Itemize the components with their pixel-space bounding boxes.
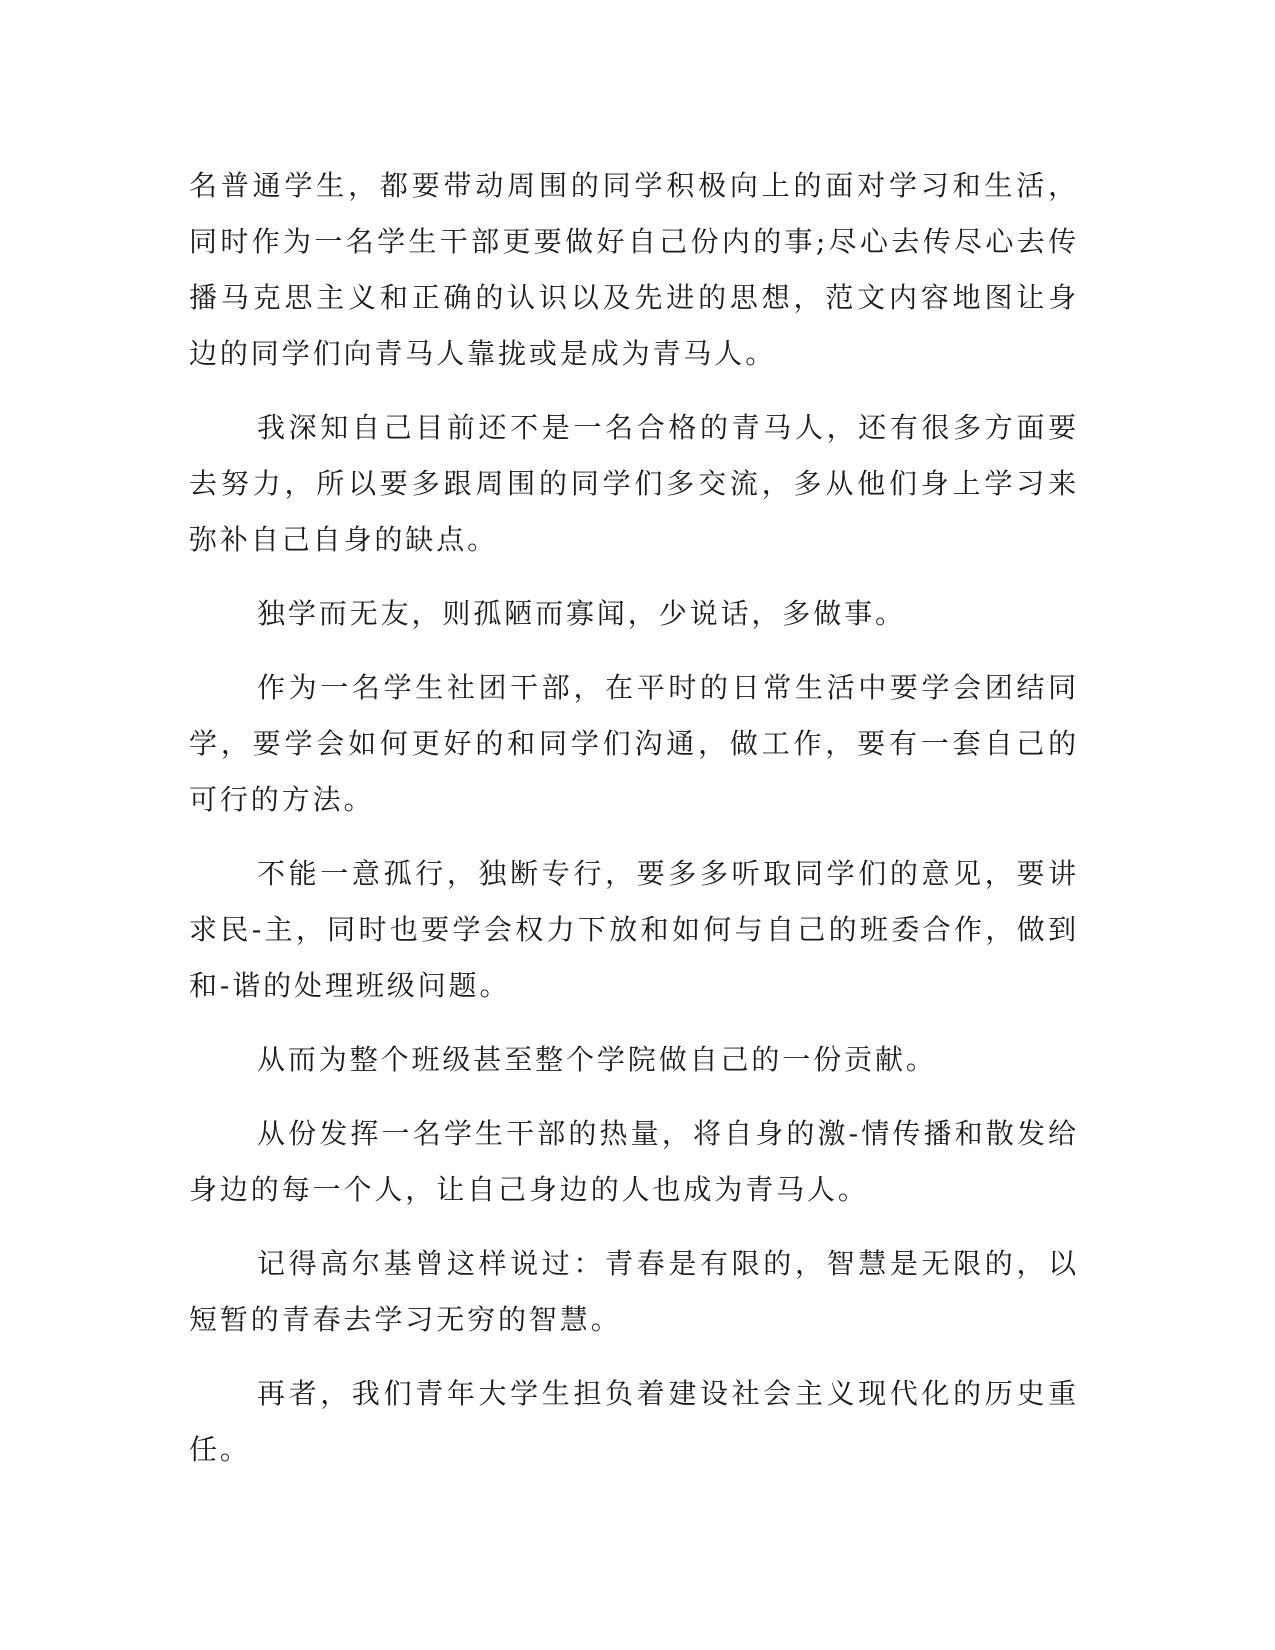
paragraph: 从而为整个班级甚至整个学院做自己的一份贡献。 — [257, 1043, 937, 1076]
paragraph: 作为一名学生社团干部，在平时的日常生活中要学会团结同学，要学会如何更好的和同学们沟通，做工作，要有一套自己的可行的方法。 — [189, 671, 1079, 816]
paragraph: 不能一意孤行，独断专行，要多多听取同学们的意见，要讲求民-主，同时也要学会权力下放和如何与自己的班委合作，做到和-谐的处理班级问题。 — [189, 857, 1079, 1002]
document-body — [189, 158, 1079, 1478]
paragraph-continued: 名普通学生，都要带动周围的同学积极向上的面对学习和生活，同时作为一名学生干部更要做好自己份内的事;尽心去传尽心去传播马克思主义和正确的认识以及先进的思想，范文内容地图让身边的同学们向青马人靠拢或是成为青马人。 — [189, 169, 1079, 370]
paragraph: 独学而无友，则孤陋而寡闻，少说话，多做事。 — [257, 597, 906, 630]
paragraph: 记得高尔基曾这样说过：青春是有限的，智慧是无限的，以短暂的青春去学习无穷的智慧。 — [189, 1247, 1079, 1336]
paragraph: 从份发挥一名学生干部的热量，将自身的激-情传播和散发给身边的每一个人，让自己身边的人也成为青马人。 — [189, 1117, 1079, 1206]
paragraph: 再者，我们青年大学生担负着建设社会主义现代化的历史重任。 — [189, 1377, 1079, 1466]
paragraph: 我深知自己目前还不是一名合格的青马人，还有很多方面要去努力，所以要多跟周围的同学们多交流，多从他们身上学习来弥补自己自身的缺点。 — [189, 411, 1079, 556]
